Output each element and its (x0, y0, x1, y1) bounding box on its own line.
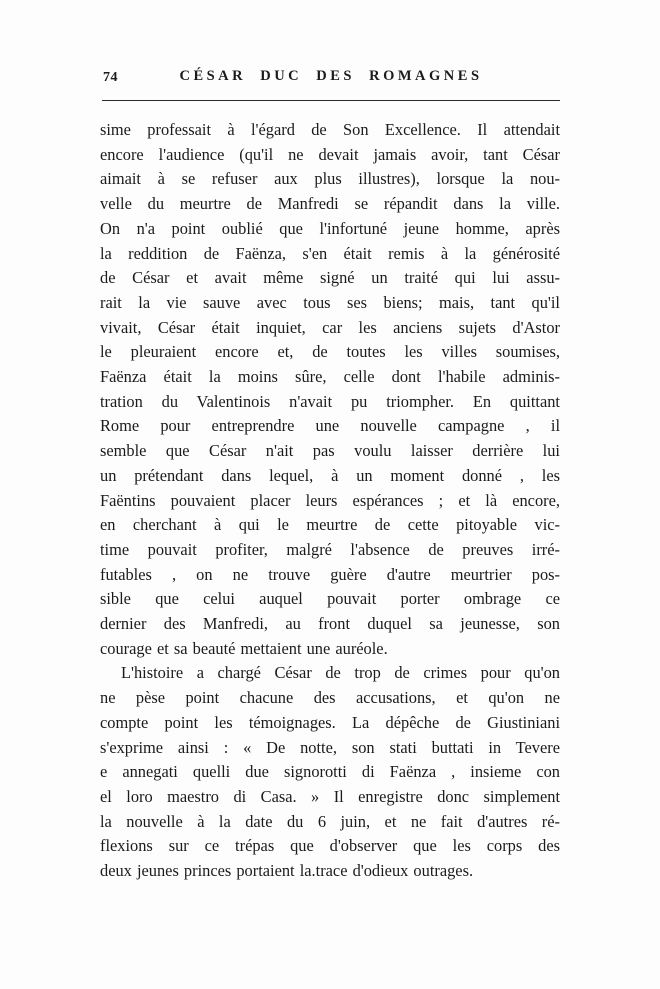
text-line: un prétendant dans lequel, à un moment donné , les (100, 465, 560, 485)
running-title: CÉSAR DUC DES ROMAGNES (179, 68, 483, 84)
text-line: la reddition de Faënza, s'en était remis à la générosité (100, 243, 560, 263)
text-line: On n'a point oublié que l'infortuné jeune homme, après (100, 218, 560, 238)
text-line: flexions sur ce trépas que d'observer que les corps des (100, 836, 560, 856)
text-line: encore l'audience (qu'il ne devait jamais avoir, tant César (100, 144, 560, 164)
text-line: en cherchant à qui le meurtre de cette pitoyable vic- (100, 515, 560, 535)
text-line: velle du meurtre de Manfredi se répandit dans la ville. (100, 194, 560, 214)
text-line: rait la vie sauve avec tous ses biens; mais, tant qu'il (100, 292, 560, 312)
paragraph (100, 661, 560, 883)
text-line: time pouvait profiter, malgré l'absence de preuves irré- (100, 539, 560, 559)
text-line: tration du Valentinois n'avait pu triompher. En quittant (100, 391, 560, 411)
text-line: s'exprime ainsi : « De notte, son stati buttati in Tevere (100, 737, 560, 757)
text-line: vivait, César était inquiet, car les anciens sujets d'Astor (100, 317, 560, 337)
text-line: el loro maestro di Casa. » Il enregistre donc simplement (100, 786, 560, 806)
text-line: Faënza était la moins sûre, celle dont l'habile adminis- (100, 367, 560, 387)
text-line: L'histoire a chargé César de trop de crimes pour qu'on (121, 663, 560, 683)
text-line: ne pèse point chacune des accusations, et qu'on ne (100, 688, 560, 708)
text-line: aimait à se refuser aux plus illustres), lorsque la nou- (100, 169, 560, 189)
text-line: la nouvelle à la date du 6 juin, et ne fait d'autres ré- (100, 811, 560, 831)
text-line: deux jeunes princes portaient la.trace d'odieux outrages. (100, 861, 474, 881)
text-line: courage et sa beauté mettaient une auréole. (100, 638, 388, 658)
text-line: semble que César n'ait pas voulu laisser derrière lui (100, 441, 560, 461)
text-line: Rome pour entreprendre une nouvelle campagne , il (100, 416, 560, 436)
page-body (100, 118, 560, 884)
text-line: Faëntins pouvaient placer leurs espérances ; et là encore, (100, 490, 560, 510)
header-rule (102, 100, 560, 101)
text-line: dernier des Manfredi, au front duquel sa jeunesse, son (100, 614, 560, 634)
paragraph (100, 118, 560, 661)
text-line: futables , on ne trouve guère d'autre meurtrier pos- (100, 564, 560, 584)
text-line: sime professait à l'égard de Son Excellence. Il attendait (100, 120, 560, 139)
text-line: compte point les témoignages. La dépêche de Giustiniani (100, 712, 560, 732)
page-header (102, 68, 560, 88)
text-line: de César et avait même signé un traité qui lui assu- (100, 268, 560, 288)
text-line: e annegati quelli due signorotti di Faënza , insieme con (100, 762, 560, 782)
text-line: sible que celui auquel pouvait porter ombrage ce (100, 589, 560, 609)
text-line: le pleuraient encore et, de toutes les villes soumises, (100, 342, 560, 362)
page-number: 74 (103, 70, 118, 85)
